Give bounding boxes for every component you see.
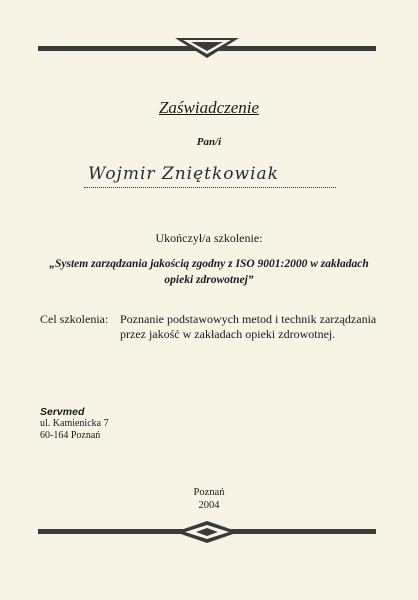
recipient-name: Wojmir Zniętkowiak [84, 162, 336, 188]
goal-label: Cel szkolenia: [40, 312, 109, 326]
course-title-line: opieki zdrowotnej” [164, 274, 254, 286]
certificate-title: Zaświadczenie [158, 98, 260, 117]
goal-text-line: Poznanie podstawowych metod i technik zarządzania [120, 312, 377, 326]
bottom-ornament [38, 521, 376, 543]
course-title [34, 256, 384, 288]
top-ornament [38, 38, 376, 60]
organizer-city: 60-164 Poznań [40, 430, 101, 441]
organizer-street: ul. Kamienicka 7 [40, 418, 109, 429]
place-city: Poznań [193, 487, 225, 498]
place-date [0, 486, 418, 512]
salutation: Pan/i [196, 136, 222, 148]
place-year: 2004 [198, 500, 220, 511]
goal-text [120, 312, 380, 342]
completed-label: Ukończył/a szkolenie: [155, 231, 263, 245]
organizer-block [40, 406, 109, 442]
course-title-line: „System zarządzania jakością zgodny z ISO 9001:2000 w zakładach [49, 258, 369, 270]
goal-text-line: przez jakość w zakładach opieki zdrowotnej. [120, 327, 336, 341]
organizer-name: Servmed [40, 406, 85, 418]
